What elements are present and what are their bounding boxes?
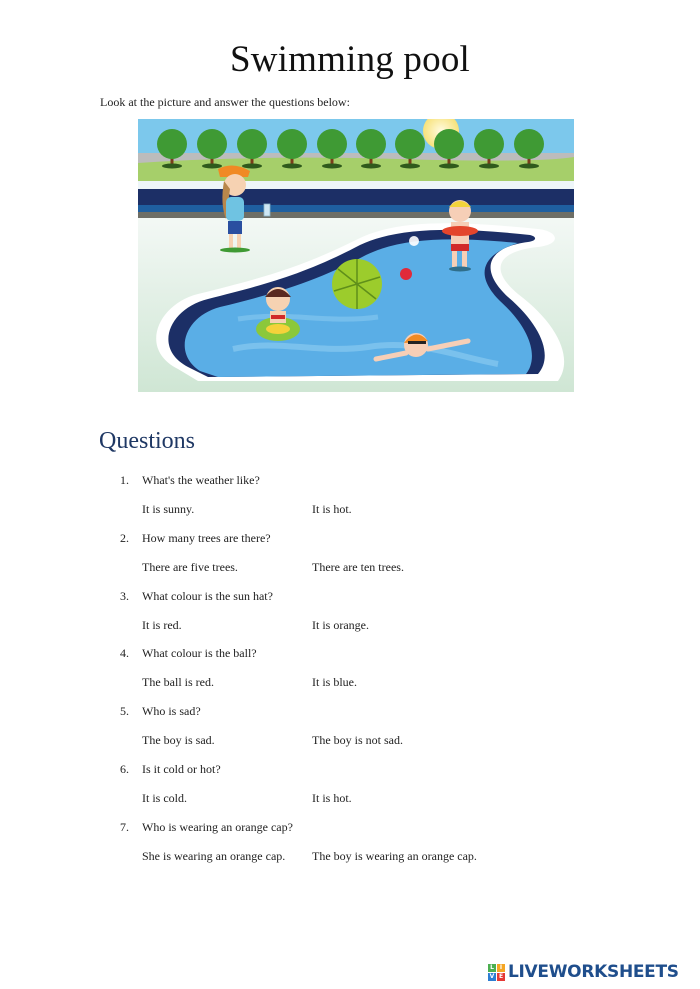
answer-option-7b[interactable]: The boy is wearing an orange cap. xyxy=(312,849,477,863)
answer-option-7a[interactable]: She is wearing an orange cap. xyxy=(142,849,286,863)
logo-blocks-icon: L I V E xyxy=(489,964,504,980)
question-2: 2. How many trees are there? xyxy=(120,531,271,545)
pool-picture xyxy=(138,119,574,392)
question-7: 7. Who is wearing an orange cap? xyxy=(120,820,293,834)
answer-option-5b[interactable]: The boy is not sad. xyxy=(312,733,403,747)
answer-option-5a[interactable]: The boy is sad. xyxy=(142,733,215,747)
answer-option-1a[interactable]: It is sunny. xyxy=(142,502,195,516)
answer-option-4a[interactable]: The ball is red. xyxy=(142,675,214,689)
answer-option-3b[interactable]: It is orange. xyxy=(312,618,369,632)
answer-option-2a[interactable]: There are five trees. xyxy=(142,560,238,574)
answer-option-6b[interactable]: It is hot. xyxy=(312,791,352,805)
beach-ball xyxy=(332,259,382,309)
liveworksheets-logo xyxy=(488,961,679,983)
question-3: 3. What colour is the sun hat? xyxy=(120,589,273,603)
logo-text: LIVEWORKSHEETS xyxy=(508,962,679,982)
questions-heading: Questions xyxy=(99,428,195,454)
answer-option-2b[interactable]: There are ten trees. xyxy=(312,560,404,574)
answer-option-3a[interactable]: It is red. xyxy=(142,618,182,632)
answer-option-4b[interactable]: It is blue. xyxy=(312,675,357,689)
question-6: 6. Is it cold or hot? xyxy=(120,762,221,776)
question-1: 1. What's the weather like? xyxy=(120,473,260,487)
question-5: 5. Who is sad? xyxy=(120,704,201,718)
question-4: 4. What colour is the ball? xyxy=(120,646,257,660)
instructions: Look at the picture and answer the questions below: xyxy=(100,95,350,109)
answer-option-1b[interactable]: It is hot. xyxy=(312,502,352,516)
answer-option-6a[interactable]: It is cold. xyxy=(142,791,187,805)
worksheet-title: Swimming pool xyxy=(229,39,471,80)
